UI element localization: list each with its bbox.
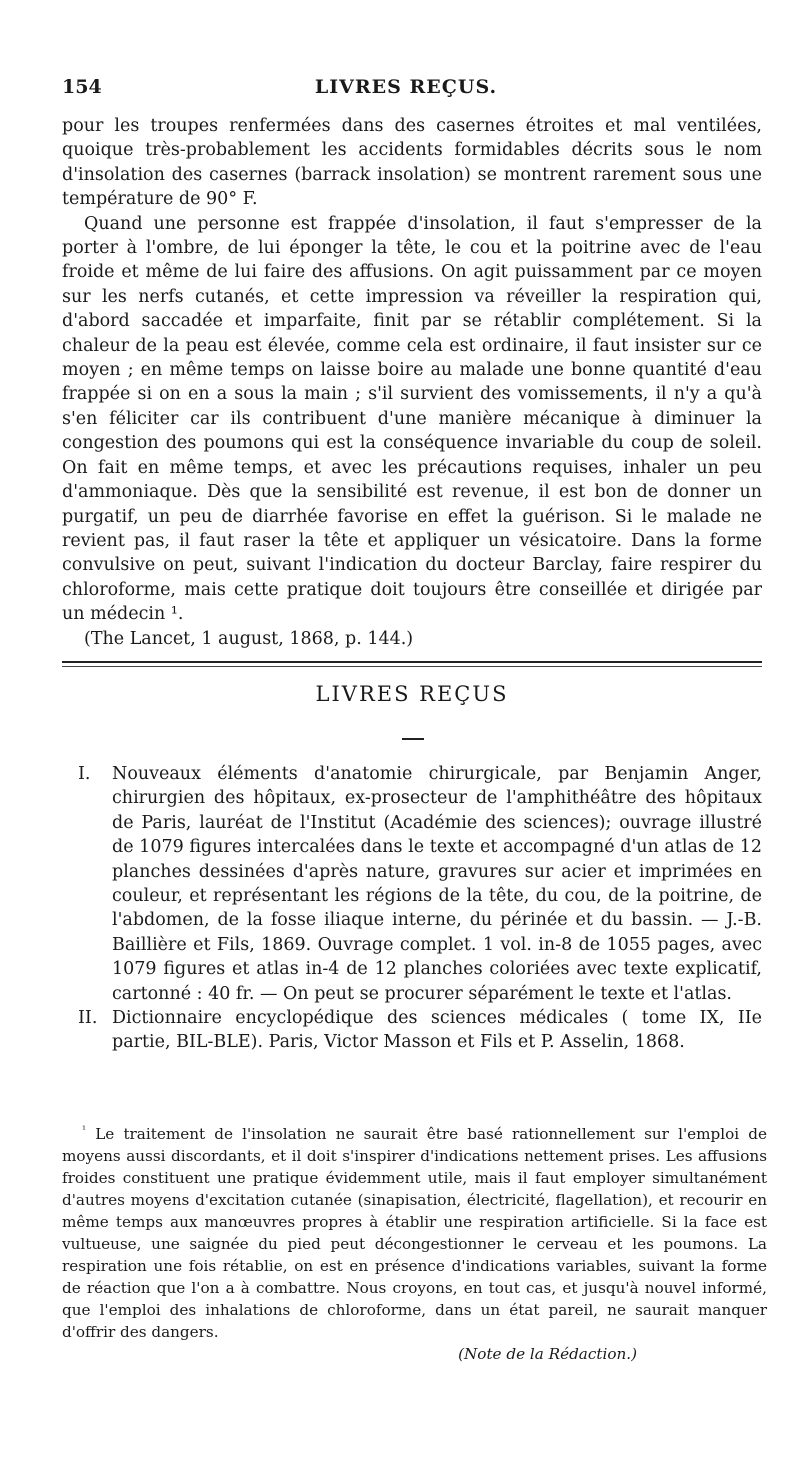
footnote xyxy=(62,1120,767,1343)
book-numeral: I. xyxy=(78,764,91,784)
page-header xyxy=(62,76,750,106)
main-text xyxy=(62,114,762,651)
paragraph-2 xyxy=(62,212,762,627)
book-numeral: II. xyxy=(78,1008,98,1029)
book-description: Nouveaux éléments d'anatomie chirurgicale, par Benjamin Anger, chirurgien des hôpitaux, ex-prosecteur de l'amphithéâtre des hôpitaux de Paris, lauréat de l'Institut (Académie des sciences); ouvrage illustré de 1079 figures intercalées dans le texte et accompagné d'un atlas de 12 planches dessinées d'après nature, gravures sur acier et imprimées en couleur, et représentant les régions de la tête, du cou, de la poitrine, de l'abdomen, de la fosse iliaque interne, du périnée et du bassin. — J.-B. Baillière et Fils, 1869. Ouvrage complet. 1 vol. in-8 de 1055 pages, avec 1079 figures et atlas in-4 de 12 planches coloriées avec texte explicatif, cartonné : 40 fr. — On peut se procurer séparément le texte et l'atlas. xyxy=(112,764,762,1004)
footnote-text: Le traitement de l'insolation ne saurait être basé rationnellement sur l'emploi de moyens aussi discordants, et il doit s'inspirer d'indications nettement prises. Les affusions froides constituent une pratique évidemment utile, mais il faut employer simultanément d'autres moyens d'excitation cutanée (sinapisation, électricité, flagellation), et recourir en même temps aux manœuvres propres à établir une respiration artificielle. Si la face est vultueuse, une saignée du pied peut décongestionner le cerveau et les poumons. La respiration une fois rétablie, on est en présence d'indications variables, suivant la forme de réaction que l'on a à combattre. Nous croyons, en tout cas, et jusqu'à nouvel informé, que l'emploi des inhalations de chloroforme, dans un état pareil, ne saurait manquer d'offrir des dangers. xyxy=(62,1125,767,1342)
title-underline xyxy=(402,738,424,740)
paragraph-1: pour les troupes renfermées dans des casernes étroites et mal ventilées, quoique très-probablement les accidents formidables décrits sous le nom d'insolation des casernes (barrack insolation) se montrent rarement sous une température de 90° F. xyxy=(62,116,762,210)
section-title: LIVRES REÇUS xyxy=(315,682,509,706)
footnote-mark: ¹ xyxy=(82,1125,87,1136)
page-number: 154 xyxy=(62,76,102,98)
books-list xyxy=(62,762,762,1055)
book-entry-1 xyxy=(62,762,762,1006)
section-divider-thin xyxy=(62,666,762,667)
section-divider-thick xyxy=(62,661,762,663)
paragraph-2-text: Quand une personne est frappée d'insolation, il faut s'empresser de la porter à l'ombre, de lui éponger la tête, le cou et la poitrine avec de l'eau froide et même de lui faire des affusions. On agit puissamment par ce moyen sur les nerfs cutanés, et cette impression va réveiller la respiration qui, d'abord saccadée et imparfaite, finit par se rétablir complétement. Si la chaleur de la peau est élevée, comme cela est ordinaire, il faut insister sur ce moyen ; en même temps on laisse boire au malade une bonne quantité d'eau frappée si on en a sous la main ; s'il survient des vomissements, il n'y a qu'à s'en féliciter car ils contribuent d'une manière mécanique à diminuer la congestion des poumons qui est la conséquence invariable du coup de soleil. On fait en même temps, et avec les précautions requises, inhaler un peu d'ammoniaque. Dès que la sensibilité est revenue, il est bon de donner un purgatif, un peu de diarrhée favorise en effet la guérison. Si le malade ne revient pas, il faut raser la tête et appliquer un vésicatoire. Dans la forme convulsive on peut, suivant l'indication du docteur Barclay, faire respirer du chloroforme, mais cette pratique doit toujours être conseillée et dirigée par un médecin xyxy=(62,213,762,625)
book-description: Dictionnaire encyclopédique des sciences médicales ( tome IX, IIe partie, BIL-BLE). Paris, Victor Masson et Fils et P. Asselin, 1868. xyxy=(112,1008,762,1053)
editorial-note-signature: (Note de la Rédaction.) xyxy=(458,1345,637,1364)
citation: (The Lancet, 1 august, 1868, p. 144.) xyxy=(84,628,414,649)
running-title: LIVRES REÇUS. xyxy=(314,76,498,98)
footnote-reference: ¹. xyxy=(170,604,184,625)
book-entry-2 xyxy=(62,1006,762,1055)
footnote-block xyxy=(62,1120,767,1365)
